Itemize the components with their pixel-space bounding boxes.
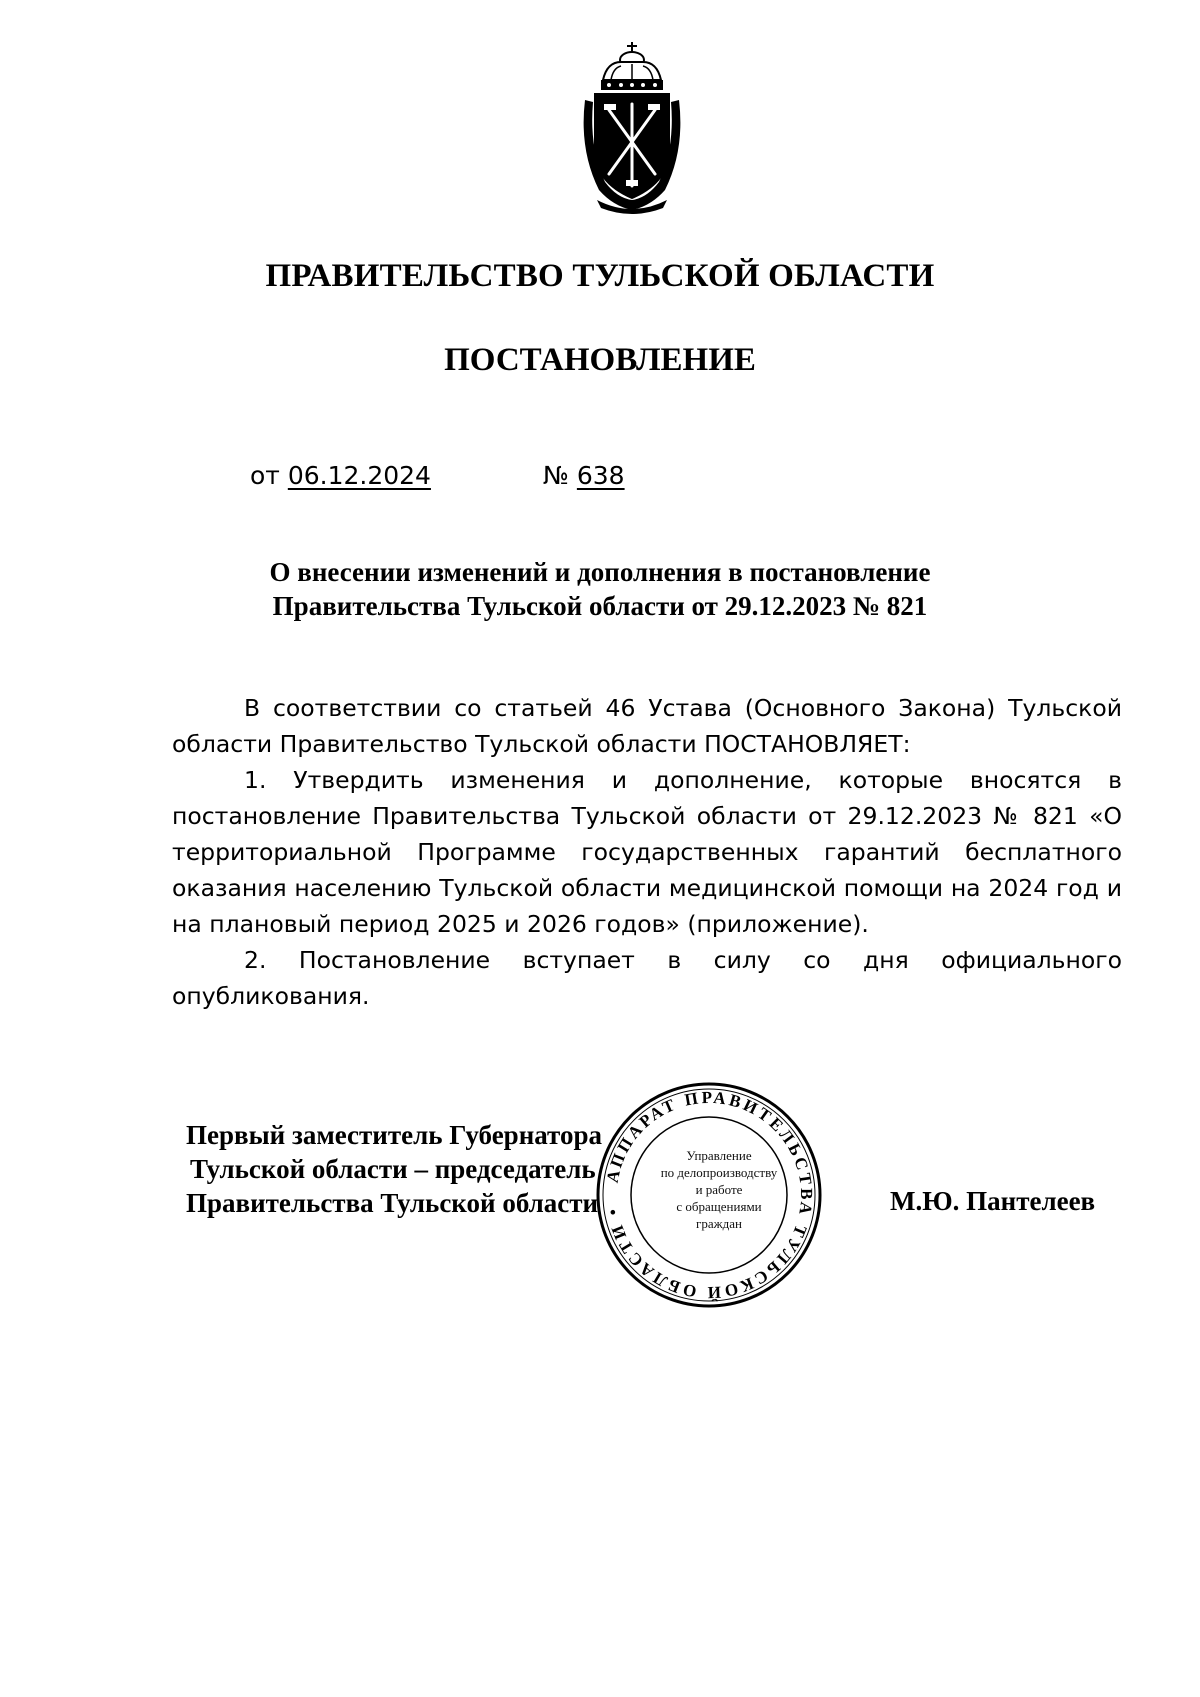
decree-body <box>172 690 1122 1014</box>
decree-subject <box>0 555 1200 623</box>
decree-date: 06.12.2024 <box>287 461 431 490</box>
subject-line-1: О внесении изменений и дополнения в постановление <box>269 557 931 587</box>
government-name-heading: ПРАВИТЕЛЬСТВО ТУЛЬСКОЙ ОБЛАСТИ <box>265 258 935 294</box>
clause-1-paragraph: 1. Утвердить изменения и дополнение, которые вносятся в постановление Правительства Тульской области от 29.12.2023 № 821 «О территориальной Программе государственных гарантий бесплатного оказания населению Тульской области медицинской помощи на 2024 год и на плановый период 2025 и 2026 годов» (приложение). <box>172 766 1122 938</box>
crown-icon <box>601 42 663 90</box>
position-line-3: Правительства Тульской области <box>186 1188 599 1218</box>
seal-line-5: граждан <box>696 1216 742 1231</box>
signatory-name: М.Ю. Пантелеев <box>890 1186 1096 1216</box>
preamble-paragraph: В соответствии со статьей 46 Устава (Основного Закона) Тульской области Правительство Тульской области ПОСТАНОВЛЯЕТ: <box>172 694 1122 758</box>
seal-line-3: и работе <box>695 1182 743 1197</box>
signatory-position <box>186 1118 602 1220</box>
position-line-1: Первый заместитель Губернатора <box>186 1120 602 1150</box>
position-line-2: Тульской области – председатель <box>190 1154 596 1184</box>
clause-2-paragraph: 2. Постановление вступает в силу со дня официального опубликования. <box>172 946 1122 1010</box>
document-type-heading: ПОСТАНОВЛЕНИЕ <box>444 342 756 378</box>
decree-number: 638 <box>576 461 625 490</box>
seal-line-1: Управление <box>686 1148 752 1163</box>
seal-center-text <box>645 1147 793 1232</box>
date-prefix: от <box>250 461 280 490</box>
seal-line-2: по делопроизводству <box>660 1165 778 1180</box>
number-prefix: № <box>542 461 569 490</box>
svg-text:АППАРАТ ПРАВИТЕЛЬСТВА ТУЛЬСКОЙ: АППАРАТ ПРАВИТЕЛЬСТВА ТУЛЬСКОЙ ОБЛАСТИ • <box>602 1087 817 1303</box>
tula-coat-of-arms-icon <box>577 40 687 215</box>
subject-line-2: Правительства Тульской области от 29.12.2023 № 821 <box>272 591 928 621</box>
date-number-line <box>250 461 625 490</box>
seal-line-4: с обращениями <box>676 1199 762 1214</box>
